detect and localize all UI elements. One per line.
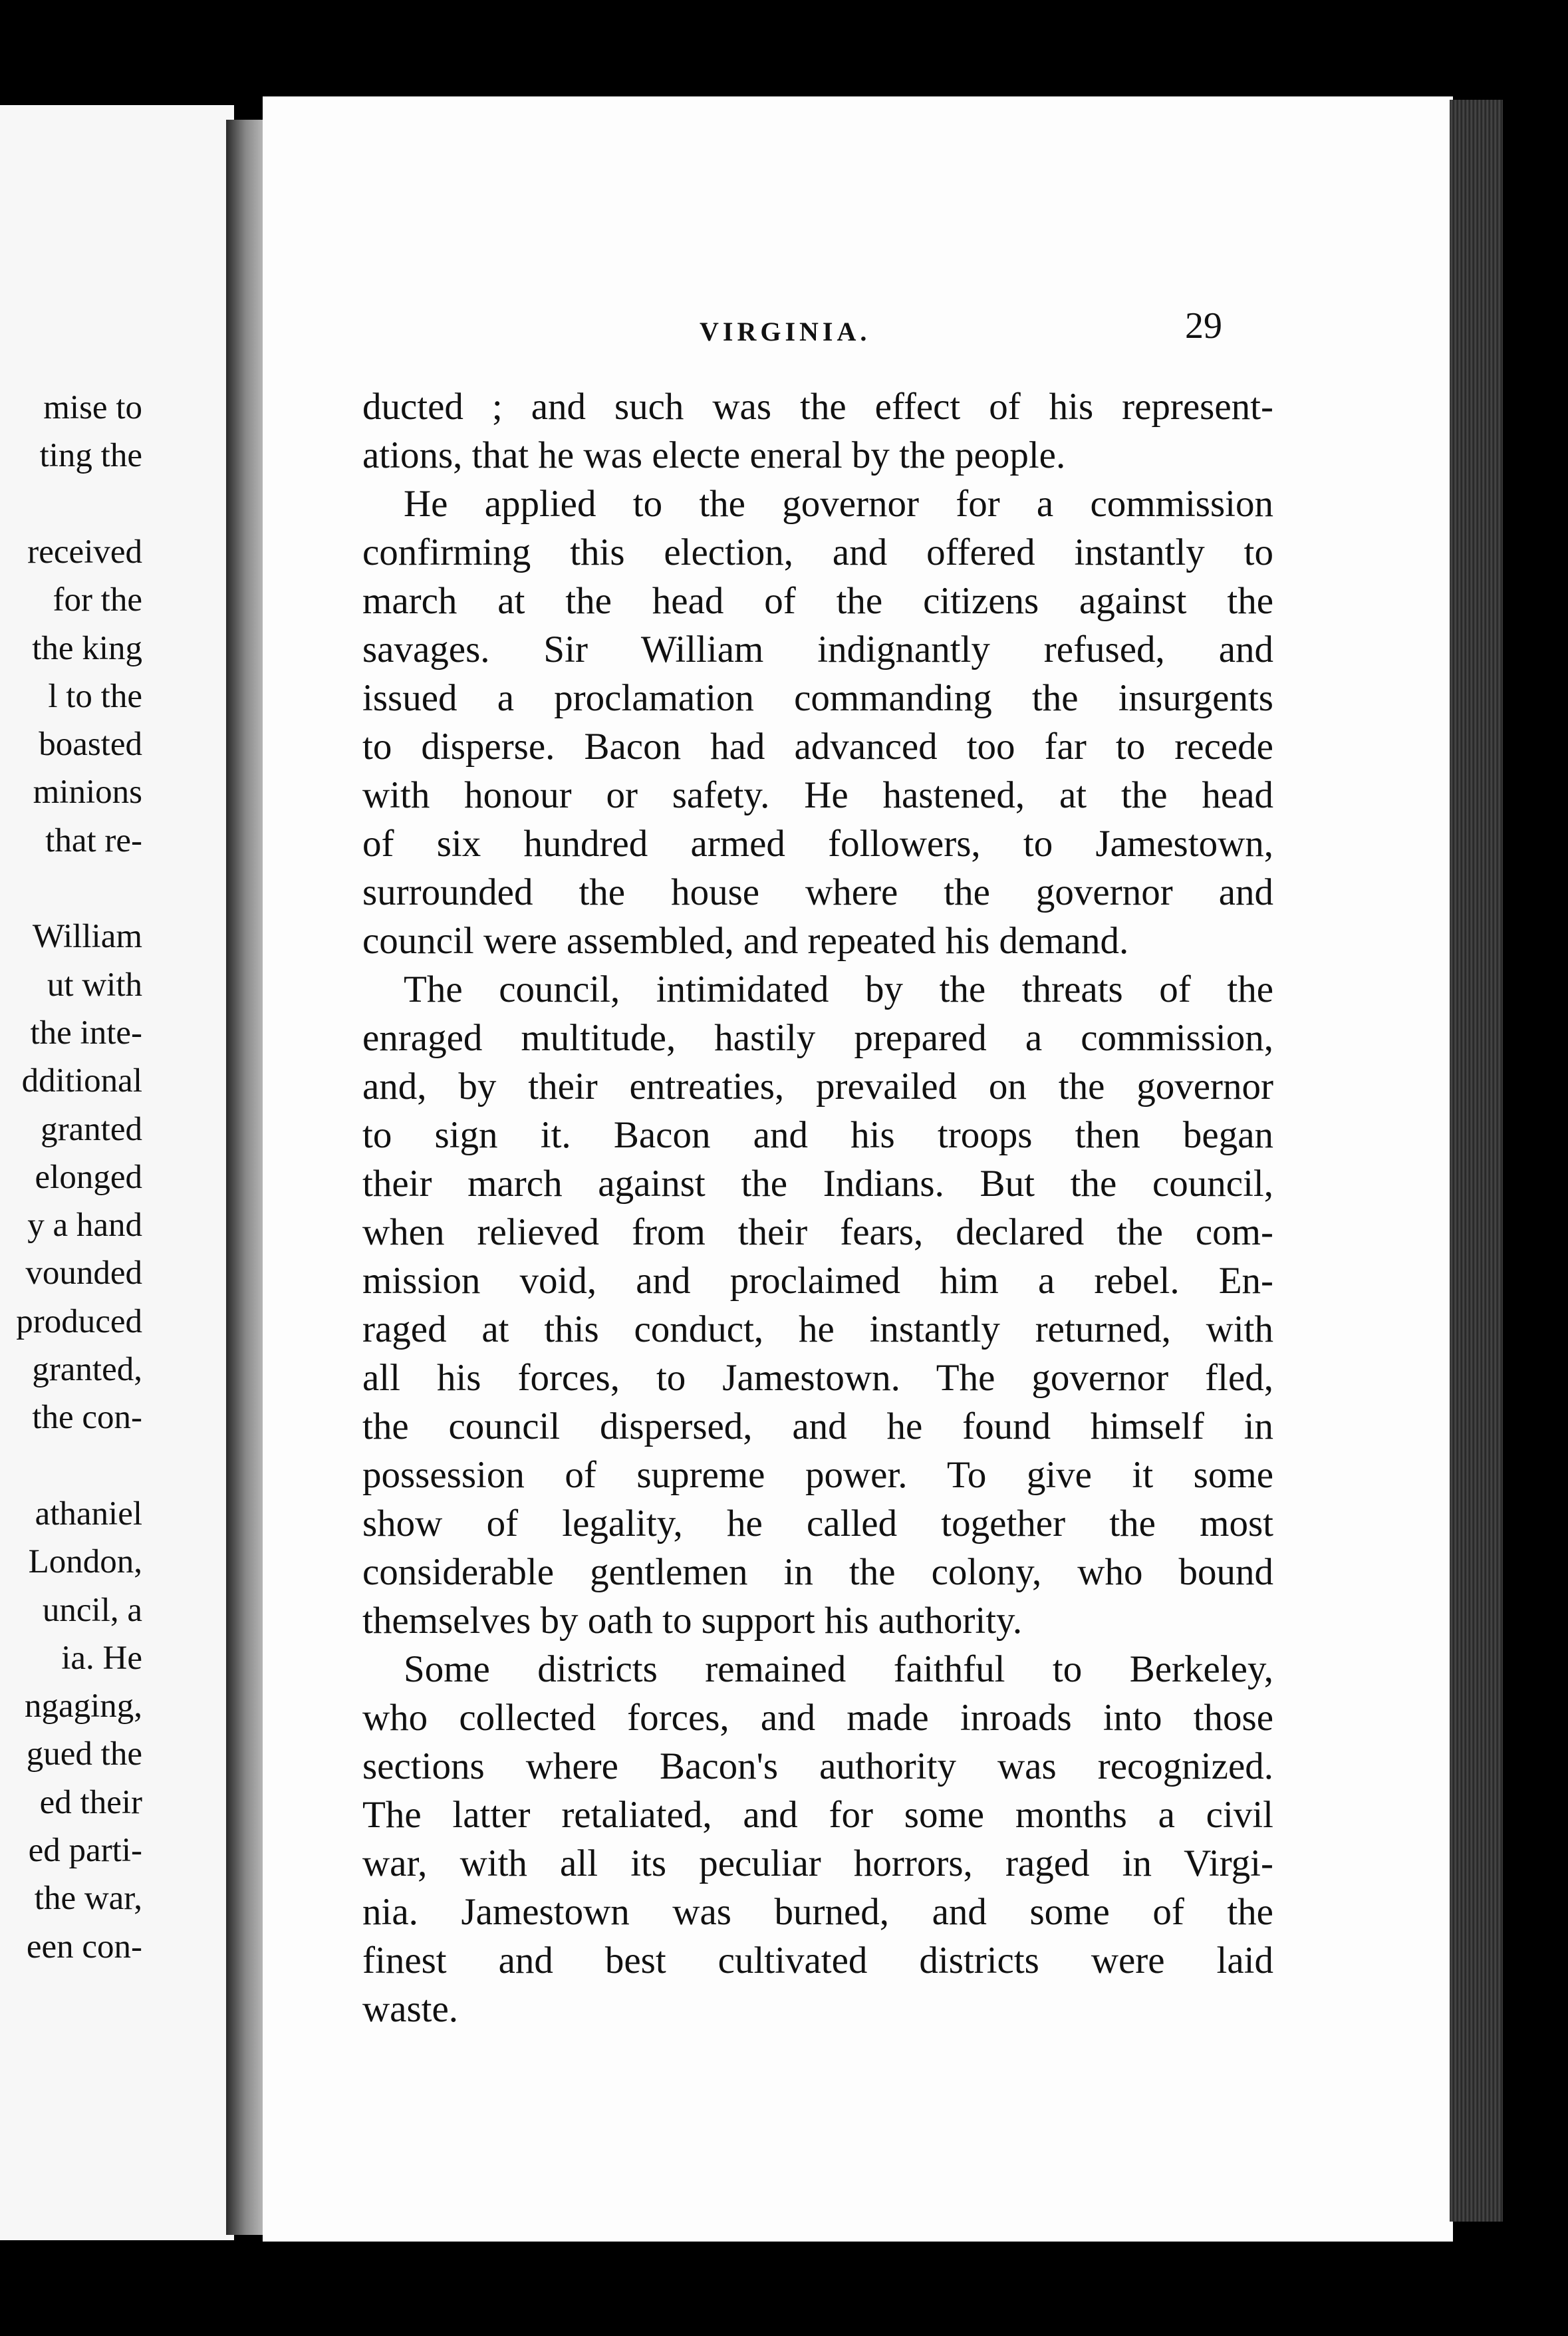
facing-page-line: ia. He (61, 1639, 142, 1677)
text-line: sections where Bacon's authority was recognized. (362, 1745, 1273, 1787)
running-head: VIRGINIA. (700, 317, 871, 347)
text-line: with honour or safety. He hastened, at the head (362, 774, 1273, 816)
facing-page-line: vounded (25, 1254, 142, 1292)
text-line: issued a proclamation commanding the insurgents (362, 677, 1273, 719)
text-line: confirming this election, and offered instantly to (362, 531, 1273, 573)
text-line: themselves by oath to support his authority. (362, 1600, 1023, 1642)
text-line: The council, intimidated by the threats of the (404, 968, 1273, 1010)
facing-page-line: granted (41, 1110, 142, 1148)
text-line: possession of supreme power. To give it some (362, 1454, 1273, 1496)
text-line: when relieved from their fears, declared the com- (362, 1211, 1273, 1253)
text-line: surrounded the house where the governor and (362, 871, 1273, 913)
text-line: show of legality, he called together the most (362, 1503, 1273, 1544)
text-line: their march against the Indians. But the council, (362, 1163, 1273, 1205)
text-line: council were assembled, and repeated his demand. (362, 920, 1129, 962)
facing-page-line: athaniel (35, 1495, 142, 1533)
text-line: waste. (362, 1988, 459, 2030)
text-line: considerable gentlemen in the colony, who bound (362, 1551, 1273, 1593)
facing-page-line: l to the (48, 677, 142, 715)
facing-page-line: that re- (45, 821, 142, 859)
facing-page-line: produced (16, 1302, 142, 1340)
text-line: and, by their entreaties, prevailed on the governor (362, 1066, 1273, 1107)
facing-page-line: London, (28, 1543, 142, 1581)
facing-page-line: elonged (35, 1158, 142, 1196)
text-line: Some districts remained faithful to Berkeley, (404, 1648, 1273, 1690)
facing-page-line: dditional (21, 1062, 142, 1100)
facing-page-line: ed parti- (28, 1832, 142, 1869)
facing-page-line: uncil, a (42, 1591, 142, 1629)
text-line: finest and best cultivated districts were laid (362, 1940, 1273, 1981)
facing-page (0, 105, 234, 2240)
facing-page-line: gued the (26, 1735, 142, 1773)
text-line: all his forces, to Jamestown. The governor fled, (362, 1357, 1273, 1399)
text-line: war, with all its peculiar horrors, raged in Virgi- (362, 1842, 1273, 1884)
facing-page-line: ting the (39, 437, 142, 475)
facing-page-line: the inte- (30, 1014, 142, 1052)
facing-page-line: William (32, 918, 142, 956)
text-line: who collected forces, and made inroads into those (362, 1697, 1273, 1739)
facing-page-line: y a hand (27, 1207, 142, 1244)
text-line: enraged multitude, hastily prepared a commission, (362, 1017, 1273, 1059)
facing-page-line: the con- (32, 1399, 142, 1437)
facing-page-line: granted, (32, 1351, 142, 1388)
text-line: He applied to the governor for a commission (404, 483, 1273, 525)
text-line: raged at this conduct, he instantly returned, with (362, 1308, 1273, 1350)
text-line: the council dispersed, and he found himself in (362, 1405, 1273, 1447)
facing-page-line: ut with (47, 966, 142, 1004)
page-edges (1450, 100, 1503, 2222)
text-line: mission void, and proclaimed him a rebel. En- (362, 1260, 1273, 1302)
text-line: to sign it. Bacon and his troops then began (362, 1114, 1273, 1156)
facing-page-line: boasted (39, 726, 142, 764)
facing-page-line: minions (33, 774, 142, 811)
facing-page-line: received (27, 533, 142, 571)
text-line: savages. Sir William indignantly refused, and (362, 629, 1273, 670)
facing-page-line: ngaging, (24, 1687, 142, 1725)
text-line: of six hundred armed followers, to Jamestown, (362, 823, 1273, 865)
text-line: The latter retaliated, and for some months a civil (362, 1794, 1273, 1836)
text-line: to disperse. Bacon had advanced too far to recede (362, 726, 1273, 768)
text-line: nia. Jamestown was burned, and some of the (362, 1891, 1273, 1933)
page-number: 29 (1185, 305, 1222, 347)
facing-page-line: een con- (26, 1928, 142, 1966)
text-line: ducted ; and such was the effect of his represent- (362, 386, 1273, 428)
facing-page-line: mise to (43, 389, 142, 426)
text-line: ations, that he was electe eneral by the people. (362, 434, 1066, 476)
facing-page-line: ed their (39, 1783, 142, 1821)
facing-page-line: the war, (34, 1880, 142, 1918)
body-text (362, 382, 1273, 2033)
facing-page-line: for the (53, 581, 142, 619)
text-line: march at the head of the citizens against the (362, 580, 1273, 622)
facing-page-line: the king (32, 629, 142, 667)
